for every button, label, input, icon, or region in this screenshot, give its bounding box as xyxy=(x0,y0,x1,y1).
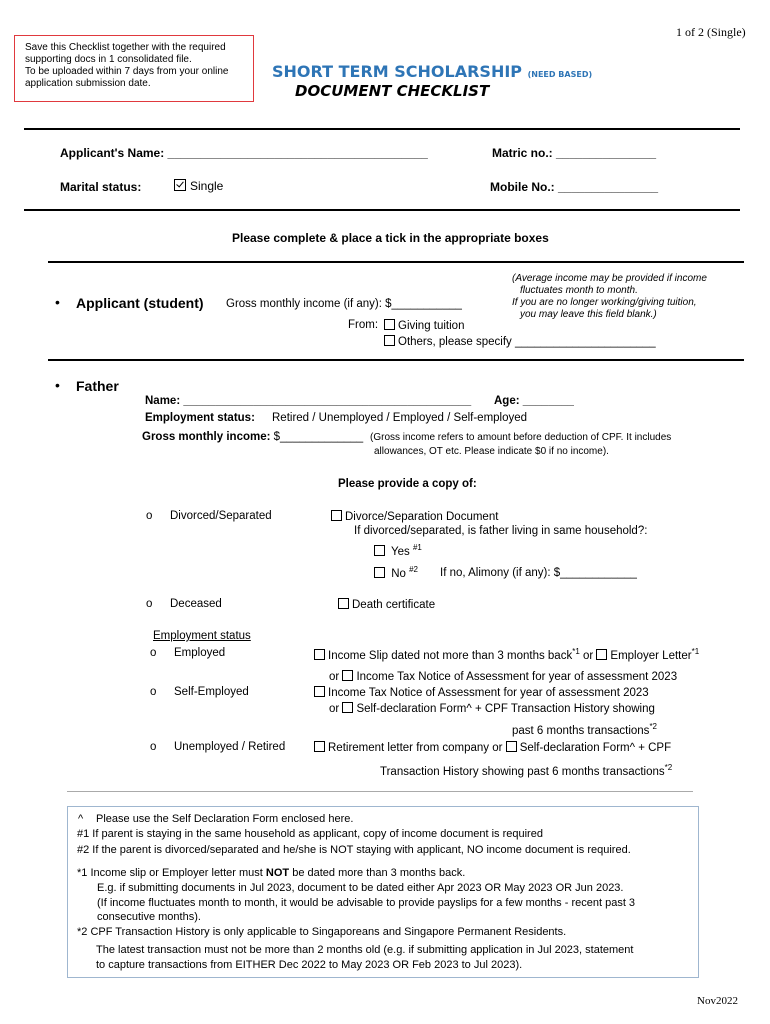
divider xyxy=(67,791,693,792)
option-label: Transaction History showing past 6 months transactions xyxy=(380,765,665,778)
option-label: Self-declaration Form^ + CPF xyxy=(519,742,672,754)
applicant-name-field[interactable]: Applicant's Name: _______________________________________ xyxy=(60,146,428,160)
note-line: you may leave this field blank.) xyxy=(520,309,657,320)
divider xyxy=(48,261,744,263)
provide-copy-heading: Please provide a copy of: xyxy=(338,478,477,490)
divider xyxy=(24,209,740,211)
footnote-1: #1 If parent is staying in the same household as applicant, copy of income document is required xyxy=(77,828,543,840)
footnote-ref: *1 xyxy=(691,647,700,656)
option-divorce-document[interactable] xyxy=(331,510,498,523)
footnote-ref: *2 xyxy=(649,722,657,731)
caret-mark: ^ xyxy=(78,813,84,825)
circle-bullet: o xyxy=(146,598,153,610)
unemp-doc-continued xyxy=(380,763,672,778)
option-label: Income Tax Notice of Assessment for year of assessment 2023 xyxy=(328,687,649,699)
checkbox-icon[interactable] xyxy=(314,649,325,660)
footnote-ref: #2 xyxy=(409,565,419,574)
option-yes[interactable] xyxy=(374,543,422,558)
option-label: Retirement letter from company or xyxy=(328,742,503,754)
self-doc-continued xyxy=(512,722,657,737)
or-text: or xyxy=(329,703,340,715)
option-label: Income Slip dated not more than 3 months back xyxy=(328,649,573,662)
gross-blank: $_____________ xyxy=(273,431,364,443)
caret-note: Please use the Self Declaration Form enclosed here. xyxy=(96,813,354,825)
checkbox-icon[interactable] xyxy=(314,686,325,697)
upload-notice xyxy=(14,35,254,102)
matric-field[interactable]: Matric no.: _______________ xyxy=(492,146,657,160)
option-retirement-letter[interactable] xyxy=(314,741,671,754)
page-subtitle: DOCUMENT CHECKLIST xyxy=(295,82,490,100)
father-heading: Father xyxy=(76,378,119,394)
notice-line: application submission date. xyxy=(25,78,151,89)
employment-status-heading: Employment status xyxy=(153,630,251,642)
mobile-field[interactable]: Mobile No.: _______________ xyxy=(490,180,659,194)
option-death-certificate[interactable] xyxy=(338,598,435,611)
option-label: Employer Letter xyxy=(610,649,692,662)
bullet: • xyxy=(55,377,60,393)
option-no[interactable] xyxy=(374,565,418,580)
checkbox-icon[interactable] xyxy=(374,567,385,578)
marital-option-single[interactable] xyxy=(174,179,223,193)
option-label: Self-declaration Form^ + CPF Transaction History showing xyxy=(356,703,655,715)
applicant-heading: Applicant (student) xyxy=(76,295,204,311)
note-text: be dated more than 3 months back. xyxy=(289,867,466,879)
self-employed-label: Self-Employed xyxy=(174,686,249,698)
footer-date: Nov2022 xyxy=(697,995,738,1007)
option-label: Death certificate xyxy=(352,599,436,611)
footnote-ref: #1 xyxy=(412,543,422,552)
employment-status-options[interactable]: Retired / Unemployed / Employed / Self-employed xyxy=(272,412,528,424)
household-question: If divorced/separated, is father living in same household?: xyxy=(354,525,648,537)
option-label: Income Tax Notice of Assessment for year of assessment 2023 xyxy=(356,671,678,683)
employed-label: Employed xyxy=(174,647,226,659)
footnote-advice: (If income fluctuates month to month, it would be advisable to provide payslips for a few months - recent past 3 xyxy=(97,897,636,909)
option-giving-tuition[interactable] xyxy=(384,319,464,332)
applicant-income-note xyxy=(512,273,707,321)
from-label: From: xyxy=(348,319,379,331)
footnote-2: #2 If the parent is divorced/separated and he/she is NOT staying with applicant, NO income document is required. xyxy=(77,844,631,856)
unemployed-label: Unemployed / Retired xyxy=(174,741,286,753)
option-label: Others, please specify ______________________ xyxy=(398,336,656,348)
option-label: Divorce/Separation Document xyxy=(345,511,499,523)
checkbox-icon[interactable] xyxy=(338,598,349,609)
page-label: 1 of 2 (Single) xyxy=(676,25,746,39)
notice-line: Save this Checklist together with the required xyxy=(25,42,226,53)
footnote-star-1 xyxy=(77,867,465,879)
circle-bullet: o xyxy=(150,686,157,698)
footnote-cpf-cont: to capture transactions from EITHER Dec 2022 to May 2023 OR Feb 2023 to Jul 2023). xyxy=(96,959,523,971)
checkbox-icon[interactable] xyxy=(342,670,353,681)
circle-bullet: o xyxy=(150,741,157,753)
or-text: or xyxy=(329,671,340,683)
checked-box-icon[interactable] xyxy=(174,179,186,191)
option-label: No xyxy=(391,567,406,580)
father-income-field[interactable] xyxy=(142,431,363,443)
option-self-tax-notice[interactable] xyxy=(314,686,649,699)
notice-line: To be uploaded within 7 days from your online xyxy=(25,66,229,77)
option-income-slip[interactable] xyxy=(314,647,699,662)
note-text: *1 Income slip or Employer letter must xyxy=(77,867,266,879)
applicant-income-field[interactable]: Gross monthly income (if any): $___________ xyxy=(226,298,462,310)
divider xyxy=(24,128,740,130)
deceased-label: Deceased xyxy=(170,598,222,610)
footnote-advice-cont: consecutive months). xyxy=(97,911,201,923)
divider xyxy=(48,359,744,361)
circle-bullet: o xyxy=(150,647,157,659)
note-line: fluctuates month to month. xyxy=(520,285,638,296)
option-tax-notice[interactable] xyxy=(329,670,677,683)
divorced-label: Divorced/Separated xyxy=(170,510,272,522)
alimony-field[interactable]: If no, Alimony (if any): $____________ xyxy=(440,567,637,579)
footnote-ref: *1 xyxy=(572,647,580,656)
title-text: SHORT TERM SCHOLARSHIP xyxy=(272,62,523,81)
title-suffix: (NEED BASED) xyxy=(527,70,593,79)
note-line: (Average income may be provided if income xyxy=(512,273,707,284)
page-title xyxy=(272,62,592,81)
marital-label: Marital status: xyxy=(60,180,142,194)
checkbox-icon[interactable] xyxy=(384,319,395,330)
father-name-field[interactable]: Name: _____________________________________________ xyxy=(145,395,472,407)
footnote-cpf: The latest transaction must not be more than 2 months old (e.g. if submitting application in Jul 2023, statement xyxy=(96,944,634,956)
notice-line: supporting docs in 1 consolidated file. xyxy=(25,54,192,65)
circle-bullet: o xyxy=(146,510,153,522)
footnote-star-2: *2 CPF Transaction History is only applicable to Singaporeans and Singapore Permanent Residents. xyxy=(77,926,567,938)
option-label: Yes xyxy=(391,545,410,558)
option-others[interactable] xyxy=(384,335,656,348)
checkbox-icon[interactable] xyxy=(314,741,325,752)
gross-label: Gross monthly income: xyxy=(142,431,271,443)
footnote-ref: *2 xyxy=(664,763,673,772)
instruction: Please complete & place a tick in the appropriate boxes xyxy=(232,231,549,245)
note-emphasis: NOT xyxy=(265,867,290,879)
gross-note: (Gross income refers to amount before deduction of CPF. It includes xyxy=(370,432,672,443)
option-self-declaration[interactable] xyxy=(329,702,655,715)
bullet: • xyxy=(55,294,60,310)
checkbox-icon[interactable] xyxy=(384,335,395,346)
father-age-field[interactable]: Age: ________ xyxy=(494,395,574,407)
footnotes-box xyxy=(67,806,699,978)
checkbox-icon[interactable] xyxy=(374,545,385,556)
checkbox-icon[interactable] xyxy=(331,510,342,521)
employment-status-label: Employment status: xyxy=(145,412,255,424)
option-label: past 6 months transactions xyxy=(512,724,650,737)
checkbox-icon[interactable] xyxy=(596,649,607,660)
checkbox-icon[interactable] xyxy=(342,702,353,713)
checkbox-icon[interactable] xyxy=(506,741,517,752)
option-label: Giving tuition xyxy=(398,320,465,332)
gross-note: allowances, OT etc. Please indicate $0 if no income). xyxy=(374,446,609,457)
note-line: If you are no longer working/giving tuition, xyxy=(512,297,697,308)
marital-value: Single xyxy=(190,179,224,193)
or-text: or xyxy=(582,649,594,662)
footnote-example: E.g. if submitting documents in Jul 2023, document to be dated either Apr 2023 OR May 2023 OR Jun 2023. xyxy=(97,882,624,894)
